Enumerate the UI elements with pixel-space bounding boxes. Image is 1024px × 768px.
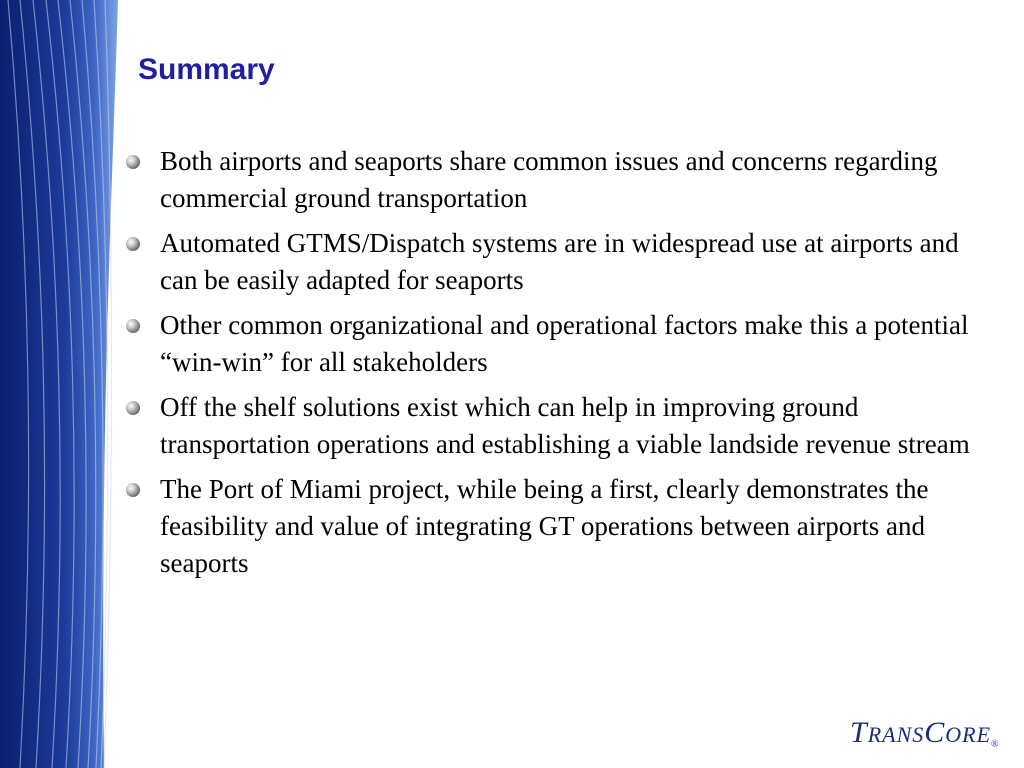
- registered-mark: ®: [991, 739, 1000, 750]
- bullet-item: [124, 143, 994, 217]
- bullet-text: Off the shelf solutions exist which can help in improving ground transportation operations and establishing a viable landside revenue stream: [160, 392, 970, 459]
- bullet-icon: [126, 237, 140, 251]
- slide-title: Summary: [138, 53, 275, 86]
- bullet-icon: [126, 319, 140, 333]
- decorative-side-band: [0, 0, 130, 768]
- logo-text-rans: RANS: [867, 722, 925, 747]
- logo-letter-t: T: [850, 716, 868, 749]
- transcore-logo: [850, 716, 1000, 750]
- bullet-text: The Port of Miami project, while being a first, clearly demonstrates the feasibility and value of integrating GT operations between airports and seaports: [160, 474, 929, 578]
- bullet-text: Other common organizational and operational factors make this a potential “win-win” for all stakeholders: [160, 310, 969, 377]
- bullet-text: Both airports and seaports share common issues and concerns regarding commercial ground transportation: [160, 146, 938, 213]
- bullet-item: [124, 389, 994, 463]
- bullet-icon: [126, 155, 140, 169]
- logo-letter-c: C: [924, 716, 946, 749]
- bullet-item: [124, 225, 994, 299]
- logo-text-ore: ORE: [945, 722, 992, 747]
- bullet-item: [124, 307, 994, 381]
- bullet-icon: [126, 401, 140, 415]
- bullet-item: [124, 471, 994, 582]
- bullet-icon: [126, 483, 140, 497]
- bullet-list: [124, 143, 994, 590]
- bullet-text: Automated GTMS/Dispatch systems are in widespread use at airports and can be easily adapted for seaports: [160, 228, 959, 295]
